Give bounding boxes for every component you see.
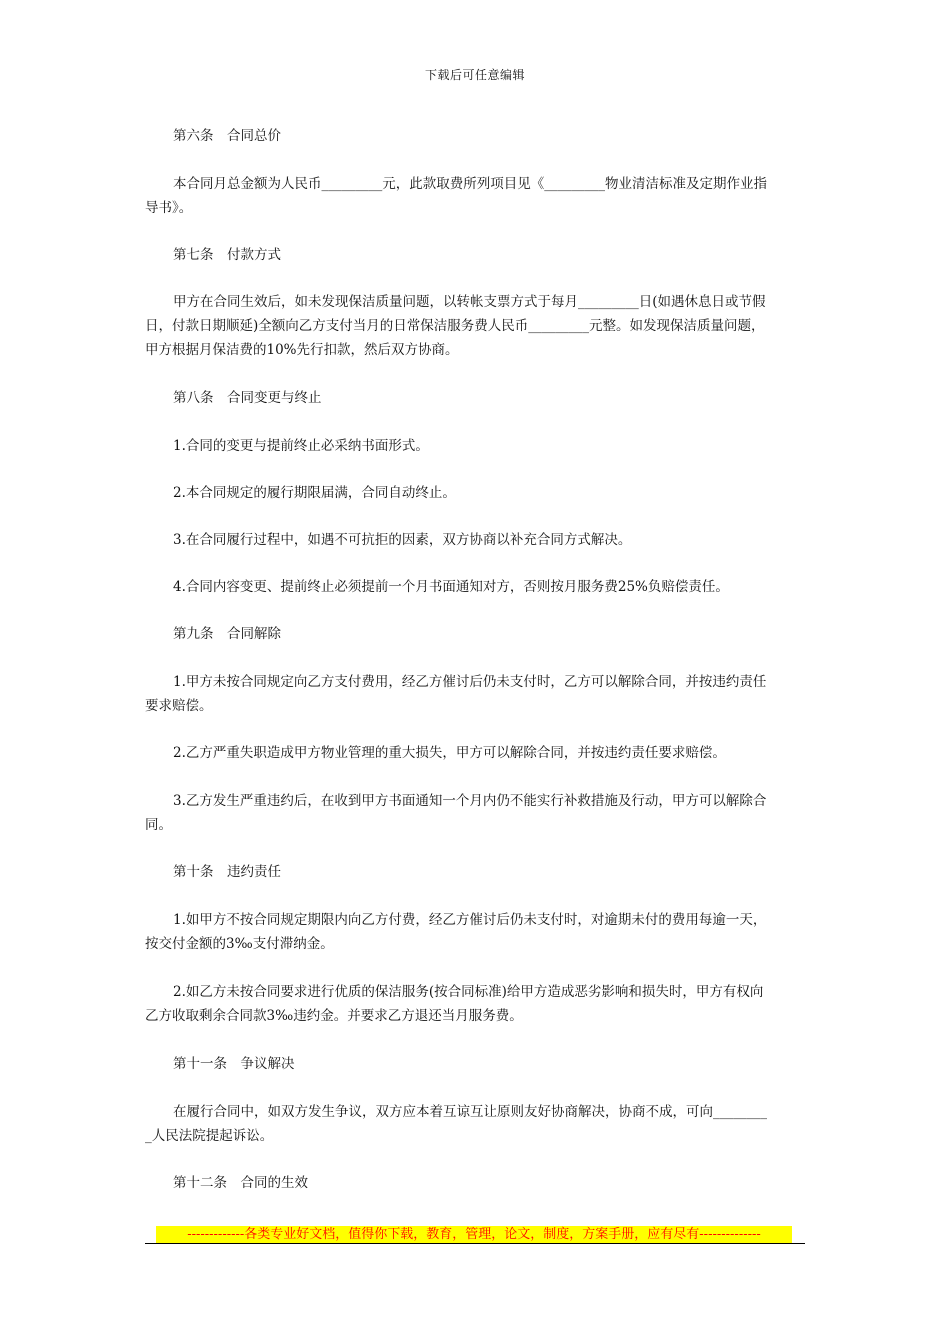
list-item: 1.甲方未按合同规定向乙方支付费用，经乙方催讨后仍未支付时，乙方可以解除合同，并按违约责任 (173, 674, 767, 690)
paragraph-line: 乙方收取剩余合同款3‰违约金。并要求乙方退还当月服务费。 (145, 1008, 523, 1024)
paragraph-line: 同。 (145, 817, 172, 833)
paragraph-line: 在履行合同中，如双方发生争议，双方应本着互谅互让原则友好协商解决，协商不成，可向________ (173, 1104, 767, 1120)
footer-divider (145, 1243, 805, 1244)
paragraph-line: 甲方根据月保洁费的10%先行扣款，然后双方协商。 (145, 342, 459, 358)
list-item: 4.合同内容变更、提前终止必须提前一个月书面通知对方，否则按月服务费25%负赔偿责任。 (173, 579, 729, 595)
list-item: 3.在合同履行过程中，如遇不可抗拒的因素，双方协商以补充合同方式解决。 (173, 532, 632, 548)
article-heading: 第九条 合同解除 (173, 626, 281, 642)
paragraph-line: 要求赔偿。 (145, 698, 213, 714)
list-item: 2.乙方严重失职造成甲方物业管理的重大损失，甲方可以解除合同，并按违约责任要求赔偿。 (173, 745, 726, 761)
article-heading: 第十一条 争议解决 (173, 1056, 295, 1072)
list-item: 2.本合同规定的履行期限届满，合同自动终止。 (173, 485, 456, 501)
article-heading: 第十条 违约责任 (173, 864, 281, 880)
list-item: 1.合同的变更与提前终止必采纳书面形式。 (173, 438, 429, 454)
list-item: 3.乙方发生严重违约后，在收到甲方书面通知一个月内仍不能实行补救措施及行动，甲方可以解除合 (173, 793, 767, 809)
list-item: 1.如甲方不按合同规定期限内向乙方付费，经乙方催讨后仍未支付时，对逾期未付的费用每逾一天， (173, 912, 767, 928)
paragraph-line: 本合同月总金额为人民币_________元，此款取费所列项目见《_________物业清洁标准及定期作业指 (173, 176, 767, 192)
paragraph-line: _人民法院提起诉讼。 (145, 1128, 274, 1144)
article-heading: 第十二条 合同的生效 (173, 1175, 308, 1191)
paragraph-line: 按交付金额的3‰支付滞纳金。 (145, 936, 334, 952)
paragraph-line: 日，付款日期顺延)全额向乙方支付当月的日常保洁服务费人民币_________元整。如发现保洁质量问题， (145, 318, 765, 334)
article-heading: 第七条 付款方式 (173, 247, 281, 263)
paragraph-line: 导书》。 (145, 200, 193, 216)
page-header: 下载后可任意编辑 (424, 68, 525, 82)
paragraph-line: 甲方在合同生效后，如未发现保洁质量问题，以转帐支票方式于每月_________日(如遇休息日或节假 (173, 294, 766, 310)
article-heading: 第六条 合同总价 (173, 128, 281, 144)
article-heading: 第八条 合同变更与终止 (173, 390, 322, 406)
footer-banner: -------------各类专业好文档，值得你下载，教育，管理，论文，制度，方案手册，应有尽有-------------- (156, 1226, 792, 1243)
list-item: 2.如乙方未按合同要求进行优质的保洁服务(按合同标准)给甲方造成恶劣影响和损失时，甲方有权向 (173, 984, 764, 1000)
